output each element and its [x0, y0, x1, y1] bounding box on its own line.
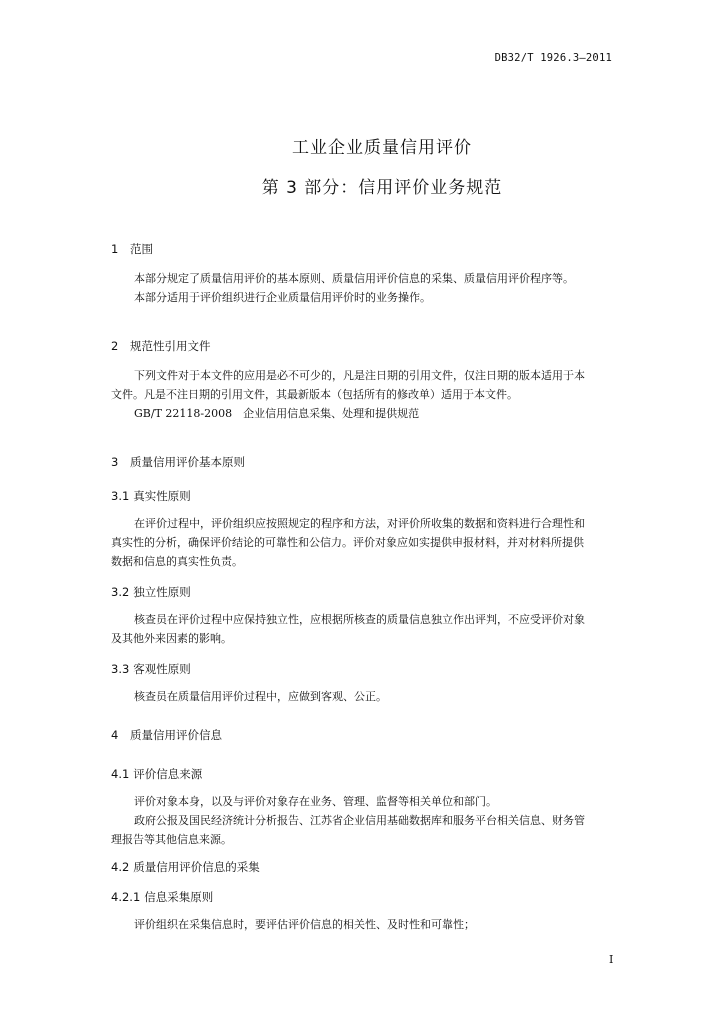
section-title: 质量信用评价信息: [130, 728, 222, 742]
subsection-number: 4.2.1: [111, 890, 141, 904]
document-title: 工业企业质量信用评价: [292, 138, 472, 158]
section-number: 3: [111, 455, 119, 469]
section-number: 2: [111, 339, 119, 353]
paragraph-line: 下列文件对于本文件的应用是必不可少的，凡是注日期的引用文件，仅注日期的版本适用于本: [134, 369, 585, 382]
paragraph-line: 真实性的分析，确保评价结论的可靠性和公信力。评价对象应如实提供申报材料，并对材料所提供: [111, 536, 584, 549]
subsection-3-2-heading: [111, 584, 191, 600]
subsection-4-1-heading: [111, 766, 202, 782]
section-title: 范围: [130, 242, 153, 256]
subsection-number: 4.1: [111, 767, 130, 781]
paragraph-line: 及其他外来因素的影响。: [111, 632, 232, 645]
section-1-heading: [111, 241, 153, 257]
section-number: 4: [111, 728, 119, 742]
paragraph-line: 在评价过程中，评价组织应按照规定的程序和方法，对评价所收集的数据和资料进行合理性和: [134, 517, 585, 530]
standard-number: DB32/T 1926.3—2011: [494, 52, 612, 64]
subsection-number: 3.3: [111, 662, 130, 676]
paragraph-line: 评价对象本身，以及与评价对象存在业务、管理、监督等相关单位和部门。: [134, 795, 497, 808]
subsection-number: 3.2: [111, 585, 130, 599]
subsection-4-2-1-heading: [111, 889, 213, 905]
subsection-3-1-heading: [111, 488, 191, 504]
paragraph-line: 政府公报及国民经济统计分析报告、江苏省企业信用基础数据库和服务平台相关信息、财务管: [134, 814, 585, 827]
section-number: 1: [111, 242, 119, 256]
section-3-heading: [111, 454, 245, 470]
section-title: 规范性引用文件: [130, 339, 211, 353]
paragraph-line: 数据和信息的真实性负责。: [111, 555, 243, 568]
subsection-title: 评价信息来源: [133, 767, 203, 781]
paragraph-line: 评价组织在采集信息时，要评估评价信息的相关性、及时性和可靠性；: [134, 918, 475, 931]
subsection-title: 信息采集原则: [144, 890, 214, 904]
paragraph-line: 理报告等其他信息来源。: [111, 833, 232, 846]
paragraph-line: 核查员在质量信用评价过程中，应做到客观、公正。: [134, 690, 387, 703]
subsection-title: 质量信用评价信息的采集: [133, 860, 260, 874]
subsection-title: 真实性原则: [133, 489, 191, 503]
section-4-heading: [111, 727, 222, 743]
paragraph-line: 文件。凡是不注日期的引用文件，其最新版本（包括所有的修改单）适用于本文件。: [111, 388, 518, 401]
subsection-3-3-heading: [111, 661, 191, 677]
normative-reference: GB/T 22118-2008 企业信用信息采集、处理和提供规范: [134, 407, 420, 420]
paragraph: 本部分规定了质量信用评价的基本原则、质量信用评价信息的采集、质量信用评价程序等。: [134, 272, 574, 285]
page-number: I: [609, 953, 614, 966]
subsection-title: 独立性原则: [133, 585, 191, 599]
subsection-number: 3.1: [111, 489, 130, 503]
subsection-number: 4.2: [111, 860, 130, 874]
paragraph-line: 核查员在评价过程中应保持独立性，应根据所核查的质量信息独立作出评判，不应受评价对象: [134, 613, 585, 626]
section-title: 质量信用评价基本原则: [130, 455, 245, 469]
subsection-title: 客观性原则: [133, 662, 191, 676]
document-subtitle: 第 3 部分：信用评价业务规范: [261, 178, 503, 198]
section-2-heading: [111, 338, 211, 354]
paragraph: 本部分适用于评价组织进行企业质量信用评价时的业务操作。: [134, 291, 431, 304]
subsection-4-2-heading: [111, 859, 260, 875]
